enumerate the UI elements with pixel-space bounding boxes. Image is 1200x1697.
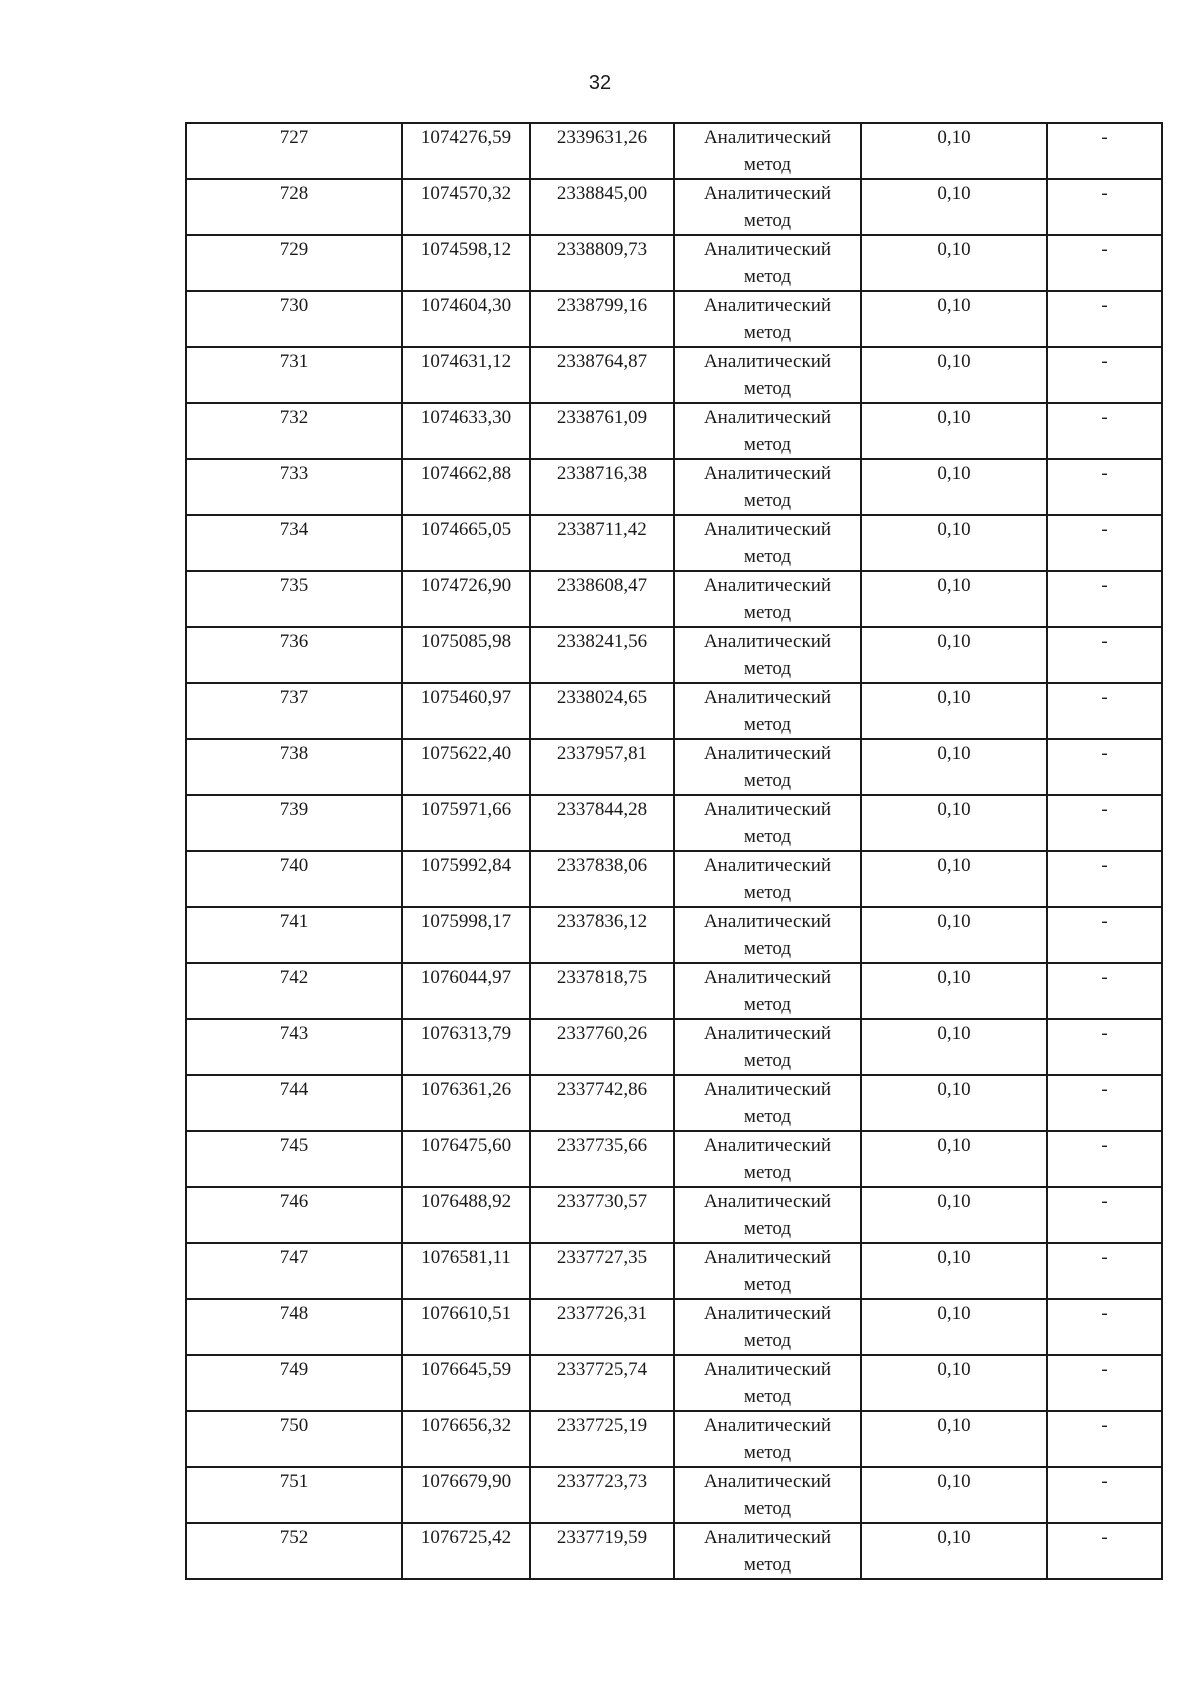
point-number-cell: 740	[186, 851, 402, 907]
accuracy-cell: 0,10	[861, 515, 1047, 571]
y-coordinate-cell: 2337727,35	[530, 1243, 674, 1299]
point-number-cell: 749	[186, 1355, 402, 1411]
method-label-line2: метод	[743, 658, 792, 679]
x-coordinate-cell: 1075998,17	[402, 907, 530, 963]
note-cell: -	[1047, 571, 1162, 627]
point-number-cell: 750	[186, 1411, 402, 1467]
method-label-line2: метод	[743, 154, 792, 175]
method-label-line2: метод	[743, 1106, 792, 1127]
x-coordinate-cell: 1075460,97	[402, 683, 530, 739]
method-cell	[674, 403, 861, 459]
note-cell: -	[1047, 459, 1162, 515]
table-row	[186, 179, 1162, 235]
method-label-line1: Аналитический	[703, 1303, 832, 1324]
method-label-line1: Аналитический	[703, 687, 832, 708]
accuracy-cell: 0,10	[861, 347, 1047, 403]
note-cell: -	[1047, 1187, 1162, 1243]
point-number-cell: 730	[186, 291, 402, 347]
y-coordinate-cell: 2337719,59	[530, 1523, 674, 1579]
method-label-line1: Аналитический	[703, 967, 832, 988]
method-label-line2: метод	[743, 714, 792, 735]
y-coordinate-cell: 2338241,56	[530, 627, 674, 683]
note-cell: -	[1047, 179, 1162, 235]
note-cell: -	[1047, 1467, 1162, 1523]
x-coordinate-cell: 1074633,30	[402, 403, 530, 459]
note-cell: -	[1047, 1523, 1162, 1579]
method-label-line2: метод	[743, 1274, 792, 1295]
method-label-line1: Аналитический	[703, 911, 832, 932]
note-cell: -	[1047, 1355, 1162, 1411]
accuracy-cell: 0,10	[861, 403, 1047, 459]
y-coordinate-cell: 2337838,06	[530, 851, 674, 907]
accuracy-cell: 0,10	[861, 1411, 1047, 1467]
method-label-line2: метод	[743, 938, 792, 959]
x-coordinate-cell: 1074604,30	[402, 291, 530, 347]
y-coordinate-cell: 2337730,57	[530, 1187, 674, 1243]
y-coordinate-cell: 2337725,74	[530, 1355, 674, 1411]
note-cell: -	[1047, 235, 1162, 291]
table-row	[186, 739, 1162, 795]
y-coordinate-cell: 2338809,73	[530, 235, 674, 291]
x-coordinate-cell: 1075085,98	[402, 627, 530, 683]
point-number-cell: 746	[186, 1187, 402, 1243]
point-number-cell: 736	[186, 627, 402, 683]
x-coordinate-cell: 1076313,79	[402, 1019, 530, 1075]
table-row	[186, 1019, 1162, 1075]
accuracy-cell: 0,10	[861, 851, 1047, 907]
method-cell	[674, 291, 861, 347]
accuracy-cell: 0,10	[861, 1299, 1047, 1355]
point-number-cell: 732	[186, 403, 402, 459]
table-row	[186, 683, 1162, 739]
table-row	[186, 963, 1162, 1019]
y-coordinate-cell: 2337957,81	[530, 739, 674, 795]
method-label-line1: Аналитический	[703, 351, 832, 372]
accuracy-cell: 0,10	[861, 179, 1047, 235]
point-number-cell: 751	[186, 1467, 402, 1523]
y-coordinate-cell: 2338761,09	[530, 403, 674, 459]
method-cell	[674, 123, 861, 179]
accuracy-cell: 0,10	[861, 795, 1047, 851]
accuracy-cell: 0,10	[861, 1131, 1047, 1187]
method-cell	[674, 235, 861, 291]
note-cell: -	[1047, 739, 1162, 795]
x-coordinate-cell: 1075992,84	[402, 851, 530, 907]
note-cell: -	[1047, 851, 1162, 907]
x-coordinate-cell: 1076044,97	[402, 963, 530, 1019]
note-cell: -	[1047, 515, 1162, 571]
accuracy-cell: 0,10	[861, 1355, 1047, 1411]
x-coordinate-cell: 1076361,26	[402, 1075, 530, 1131]
method-label-line1: Аналитический	[703, 295, 832, 316]
point-number-cell: 748	[186, 1299, 402, 1355]
note-cell: -	[1047, 1019, 1162, 1075]
point-number-cell: 747	[186, 1243, 402, 1299]
point-number-cell: 743	[186, 1019, 402, 1075]
y-coordinate-cell: 2337726,31	[530, 1299, 674, 1355]
point-number-cell: 745	[186, 1131, 402, 1187]
method-label-line2: метод	[743, 1218, 792, 1239]
x-coordinate-cell: 1074570,32	[402, 179, 530, 235]
page-number: 32	[588, 72, 612, 94]
point-number-cell: 729	[186, 235, 402, 291]
method-label-line1: Аналитический	[703, 519, 832, 540]
method-cell	[674, 1187, 861, 1243]
x-coordinate-cell: 1076488,92	[402, 1187, 530, 1243]
method-label-line2: метод	[743, 1330, 792, 1351]
x-coordinate-cell: 1074598,12	[402, 235, 530, 291]
y-coordinate-cell: 2337735,66	[530, 1131, 674, 1187]
accuracy-cell: 0,10	[861, 291, 1047, 347]
method-label-line1: Аналитический	[703, 1135, 832, 1156]
method-label-line1: Аналитический	[703, 799, 832, 820]
note-cell: -	[1047, 963, 1162, 1019]
y-coordinate-cell: 2337844,28	[530, 795, 674, 851]
x-coordinate-cell: 1076610,51	[402, 1299, 530, 1355]
method-label-line2: метод	[743, 602, 792, 623]
table-row	[186, 1075, 1162, 1131]
method-label-line2: метод	[743, 1442, 792, 1463]
note-cell: -	[1047, 403, 1162, 459]
x-coordinate-cell: 1074726,90	[402, 571, 530, 627]
method-label-line2: метод	[743, 826, 792, 847]
accuracy-cell: 0,10	[861, 123, 1047, 179]
table-row	[186, 459, 1162, 515]
point-number-cell: 738	[186, 739, 402, 795]
y-coordinate-cell: 2338764,87	[530, 347, 674, 403]
x-coordinate-cell: 1076725,42	[402, 1523, 530, 1579]
point-number-cell: 737	[186, 683, 402, 739]
point-number-cell: 742	[186, 963, 402, 1019]
method-label-line1: Аналитический	[703, 463, 832, 484]
coordinates-table	[185, 122, 1163, 1580]
coordinates-table-body	[186, 123, 1162, 1579]
accuracy-cell: 0,10	[861, 683, 1047, 739]
method-label-line1: Аналитический	[703, 1359, 832, 1380]
method-cell	[674, 627, 861, 683]
note-cell: -	[1047, 907, 1162, 963]
accuracy-cell: 0,10	[861, 963, 1047, 1019]
table-row	[186, 907, 1162, 963]
method-label-line1: Аналитический	[703, 631, 832, 652]
note-cell: -	[1047, 1411, 1162, 1467]
x-coordinate-cell: 1074276,59	[402, 123, 530, 179]
point-number-cell: 741	[186, 907, 402, 963]
table-row	[186, 403, 1162, 459]
method-label-line2: метод	[743, 546, 792, 567]
y-coordinate-cell: 2338845,00	[530, 179, 674, 235]
accuracy-cell: 0,10	[861, 459, 1047, 515]
table-row	[186, 795, 1162, 851]
method-cell	[674, 795, 861, 851]
method-label-line2: метод	[743, 490, 792, 511]
method-cell	[674, 1411, 861, 1467]
y-coordinate-cell: 2337836,12	[530, 907, 674, 963]
note-cell: -	[1047, 1131, 1162, 1187]
accuracy-cell: 0,10	[861, 907, 1047, 963]
method-cell	[674, 1467, 861, 1523]
method-label-line1: Аналитический	[703, 407, 832, 428]
method-label-line1: Аналитический	[703, 743, 832, 764]
method-label-line2: метод	[743, 378, 792, 399]
x-coordinate-cell: 1075622,40	[402, 739, 530, 795]
method-cell	[674, 1019, 861, 1075]
method-label-line1: Аналитический	[703, 1415, 832, 1436]
note-cell: -	[1047, 683, 1162, 739]
accuracy-cell: 0,10	[861, 1187, 1047, 1243]
y-coordinate-cell: 2338711,42	[530, 515, 674, 571]
method-label-line2: метод	[743, 210, 792, 231]
method-cell	[674, 907, 861, 963]
note-cell: -	[1047, 1075, 1162, 1131]
method-label-line2: метод	[743, 434, 792, 455]
table-row	[186, 291, 1162, 347]
y-coordinate-cell: 2338024,65	[530, 683, 674, 739]
accuracy-cell: 0,10	[861, 1243, 1047, 1299]
y-coordinate-cell: 2337723,73	[530, 1467, 674, 1523]
y-coordinate-cell: 2337818,75	[530, 963, 674, 1019]
table-row	[186, 1411, 1162, 1467]
method-label-line2: метод	[743, 1554, 792, 1575]
x-coordinate-cell: 1074662,88	[402, 459, 530, 515]
method-cell	[674, 739, 861, 795]
x-coordinate-cell: 1076656,32	[402, 1411, 530, 1467]
table-row	[186, 347, 1162, 403]
point-number-cell: 752	[186, 1523, 402, 1579]
y-coordinate-cell: 2337742,86	[530, 1075, 674, 1131]
x-coordinate-cell: 1076581,11	[402, 1243, 530, 1299]
accuracy-cell: 0,10	[861, 1523, 1047, 1579]
accuracy-cell: 0,10	[861, 235, 1047, 291]
point-number-cell: 727	[186, 123, 402, 179]
method-label-line2: метод	[743, 882, 792, 903]
method-cell	[674, 515, 861, 571]
y-coordinate-cell: 2338608,47	[530, 571, 674, 627]
table-row	[186, 515, 1162, 571]
accuracy-cell: 0,10	[861, 1467, 1047, 1523]
note-cell: -	[1047, 627, 1162, 683]
x-coordinate-cell: 1076475,60	[402, 1131, 530, 1187]
method-label-line2: метод	[743, 1386, 792, 1407]
method-cell	[674, 1355, 861, 1411]
method-label-line1: Аналитический	[703, 239, 832, 260]
x-coordinate-cell: 1074665,05	[402, 515, 530, 571]
method-cell	[674, 459, 861, 515]
note-cell: -	[1047, 291, 1162, 347]
method-cell	[674, 1131, 861, 1187]
method-label-line2: метод	[743, 1050, 792, 1071]
y-coordinate-cell: 2337760,26	[530, 1019, 674, 1075]
accuracy-cell: 0,10	[861, 1019, 1047, 1075]
method-label-line1: Аналитический	[703, 127, 832, 148]
x-coordinate-cell: 1076645,59	[402, 1355, 530, 1411]
y-coordinate-cell: 2339631,26	[530, 123, 674, 179]
point-number-cell: 739	[186, 795, 402, 851]
method-label-line2: метод	[743, 1162, 792, 1183]
note-cell: -	[1047, 1299, 1162, 1355]
method-cell	[674, 1523, 861, 1579]
accuracy-cell: 0,10	[861, 739, 1047, 795]
x-coordinate-cell: 1075971,66	[402, 795, 530, 851]
method-label-line1: Аналитический	[703, 1191, 832, 1212]
table-row	[186, 1523, 1162, 1579]
table-row	[186, 1243, 1162, 1299]
point-number-cell: 733	[186, 459, 402, 515]
table-row	[186, 1467, 1162, 1523]
method-label-line2: метод	[743, 322, 792, 343]
table-row	[186, 627, 1162, 683]
method-cell	[674, 851, 861, 907]
method-cell	[674, 1299, 861, 1355]
table-row	[186, 571, 1162, 627]
table-row	[186, 1187, 1162, 1243]
table-row	[186, 235, 1162, 291]
method-cell	[674, 179, 861, 235]
table-row	[186, 1131, 1162, 1187]
accuracy-cell: 0,10	[861, 1075, 1047, 1131]
note-cell: -	[1047, 347, 1162, 403]
method-label-line2: метод	[743, 994, 792, 1015]
method-label-line1: Аналитический	[703, 1247, 832, 1268]
y-coordinate-cell: 2338716,38	[530, 459, 674, 515]
method-cell	[674, 963, 861, 1019]
method-cell	[674, 347, 861, 403]
method-label-line2: метод	[743, 266, 792, 287]
table-row	[186, 123, 1162, 179]
point-number-cell: 731	[186, 347, 402, 403]
point-number-cell: 735	[186, 571, 402, 627]
method-label-line1: Аналитический	[703, 1079, 832, 1100]
accuracy-cell: 0,10	[861, 627, 1047, 683]
method-label-line1: Аналитический	[703, 1471, 832, 1492]
method-cell	[674, 1243, 861, 1299]
point-number-cell: 728	[186, 179, 402, 235]
method-cell	[674, 683, 861, 739]
table-row	[186, 1299, 1162, 1355]
accuracy-cell: 0,10	[861, 571, 1047, 627]
note-cell: -	[1047, 1243, 1162, 1299]
note-cell: -	[1047, 795, 1162, 851]
table-row	[186, 1355, 1162, 1411]
method-cell	[674, 1075, 861, 1131]
method-label-line1: Аналитический	[703, 183, 832, 204]
note-cell: -	[1047, 123, 1162, 179]
point-number-cell: 734	[186, 515, 402, 571]
y-coordinate-cell: 2338799,16	[530, 291, 674, 347]
table-row	[186, 851, 1162, 907]
point-number-cell: 744	[186, 1075, 402, 1131]
method-cell	[674, 571, 861, 627]
x-coordinate-cell: 1076679,90	[402, 1467, 530, 1523]
method-label-line1: Аналитический	[703, 1023, 832, 1044]
y-coordinate-cell: 2337725,19	[530, 1411, 674, 1467]
method-label-line1: Аналитический	[703, 575, 832, 596]
method-label-line2: метод	[743, 770, 792, 791]
method-label-line1: Аналитический	[703, 1527, 832, 1548]
method-label-line2: метод	[743, 1498, 792, 1519]
method-label-line1: Аналитический	[703, 855, 832, 876]
x-coordinate-cell: 1074631,12	[402, 347, 530, 403]
